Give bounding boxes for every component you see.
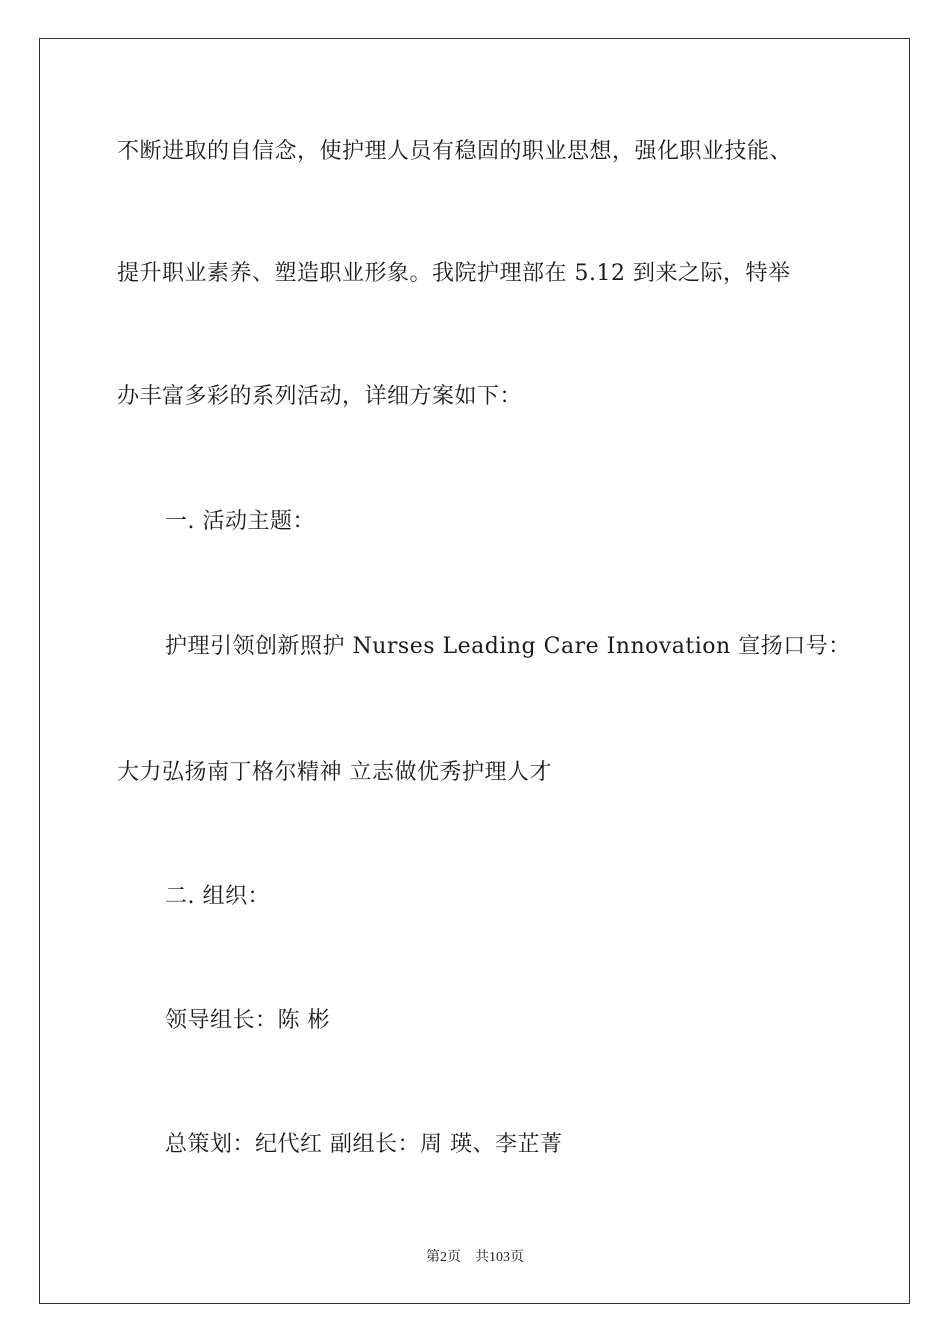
section-heading-theme: 一. 活动主题： — [165, 509, 315, 534]
page-total: 共103页 — [475, 1250, 524, 1265]
body-text-line-2: 提升职业素养、塑造职业形象。我院护理部在 5.12 到来之际，特举 — [117, 261, 791, 286]
theme-text-line: 护理引领创新照护 Nurses Leading Care Innovation 宣扬口号： — [165, 634, 851, 659]
page-footer — [0, 1249, 950, 1267]
body-text-line-3: 办丰富多彩的系列活动，详细方案如下： — [117, 384, 523, 409]
leader-text-line: 领导组长：陈 彬 — [165, 1008, 330, 1033]
slogan-text-line: 大力弘扬南丁格尔精神 立志做优秀护理人才 — [117, 760, 552, 785]
body-text-line-1: 不断进取的自信念，使护理人员有稳固的职业思想，强化职业技能、 — [117, 139, 793, 164]
planner-text-line: 总策划：纪代红 副组长：周 瑛、李芷菁 — [165, 1132, 563, 1157]
section-heading-organization: 二. 组织： — [165, 884, 270, 909]
page-border — [39, 38, 910, 1304]
page-number: 第2页 — [426, 1250, 461, 1265]
